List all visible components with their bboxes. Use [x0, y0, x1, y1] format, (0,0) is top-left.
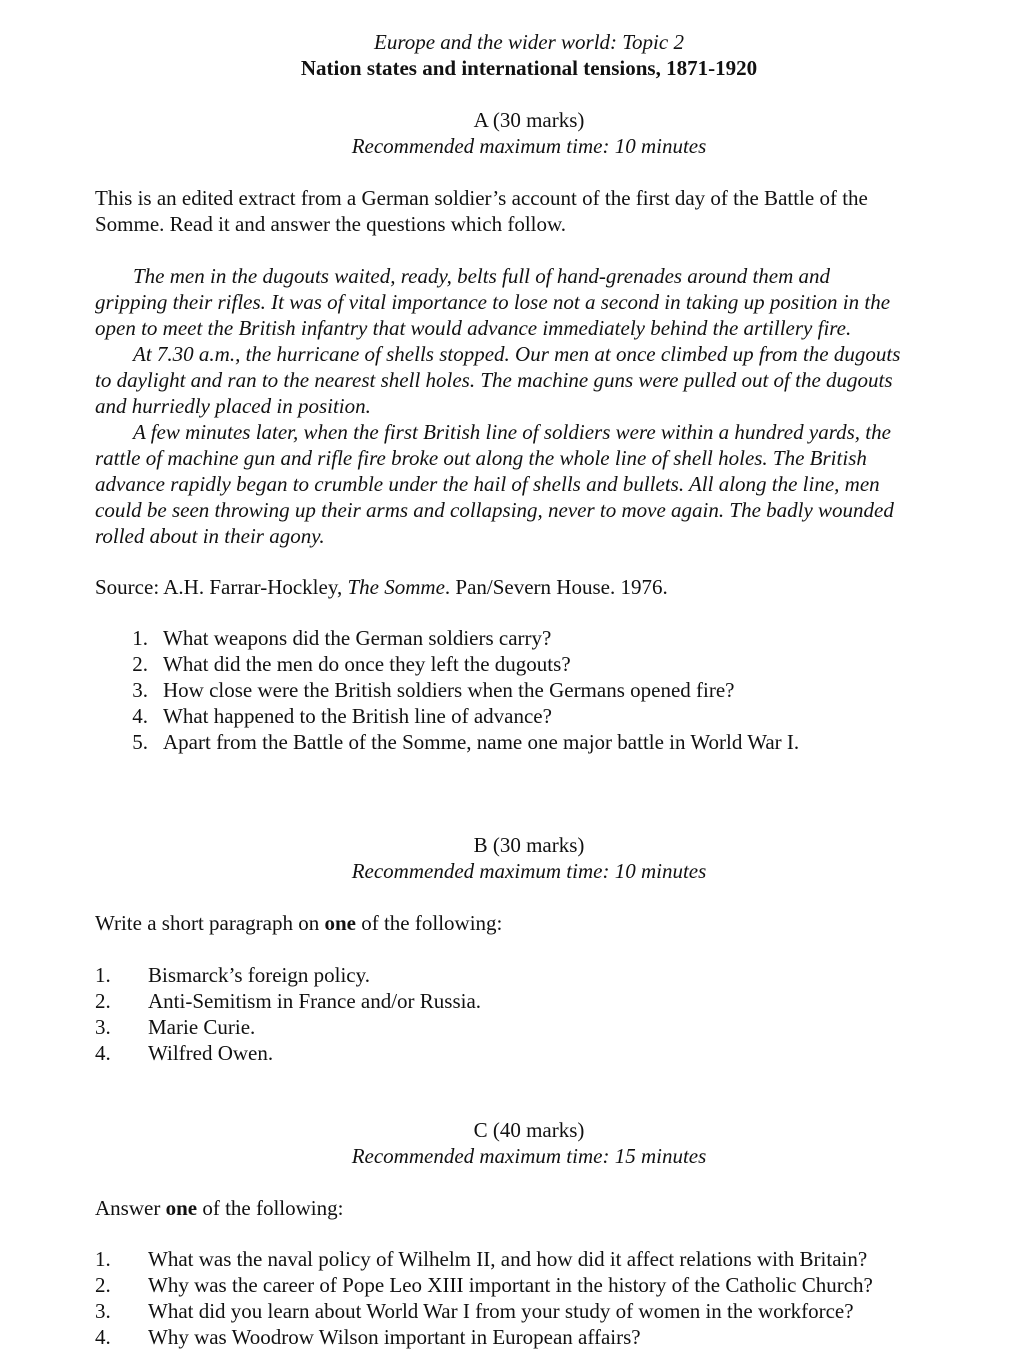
extract-line: rattle of machine gun and rifle fire broke out along the whole line of shell holes. The British [95, 446, 867, 470]
question-item [128, 703, 552, 729]
extract-paragraph [95, 419, 965, 549]
option-text: Anti-Semitism in France and/or Russia. [148, 989, 482, 1013]
option-text: What was the naval policy of Wilhelm II, and how did it affect relations with Britain? [148, 1247, 868, 1271]
option-number: 3. [95, 1299, 111, 1323]
extract-line: gripping their rifles. It was of vital importance to lose not a second in taking up position in the [95, 290, 891, 314]
question-text: Apart from the Battle of the Somme, name one major battle in World War I. [163, 730, 800, 754]
extract-paragraph [95, 263, 965, 341]
question-item [128, 651, 571, 677]
extract-line: The men in the dugouts waited, ready, belts full of hand-grenades around them and [133, 264, 831, 288]
option-number: 2. [95, 1273, 111, 1297]
section-a-questions [128, 625, 928, 755]
page-title: Nation states and international tensions, 1871-1920 [300, 56, 758, 80]
section-a-intro [95, 185, 965, 237]
source-citation [95, 574, 965, 600]
question-item [128, 729, 800, 755]
source-extract [95, 263, 965, 549]
question-item [128, 625, 552, 651]
instruction-text: of the following: [361, 911, 503, 935]
question-number: 2. [132, 652, 148, 676]
instruction-emphasis: one [324, 911, 356, 935]
question-text: What happened to the British line of advance? [163, 704, 552, 728]
extract-paragraph [95, 341, 965, 419]
extract-line: advance rapidly began to crumble under the hail of shells and bullets. All along the line, men [95, 472, 880, 496]
question-number: 3. [132, 678, 148, 702]
section-b-time: Recommended maximum time: 10 minutes [351, 859, 707, 883]
topic-heading: Europe and the wider world: Topic 2 [374, 30, 684, 54]
extract-line: to daylight and ran to the nearest shell holes. The machine guns were pulled out of the dugouts [95, 368, 893, 392]
section-c-time: Recommended maximum time: 15 minutes [351, 1144, 707, 1168]
question-number: 5. [132, 730, 148, 754]
section-b-instruction [95, 910, 965, 936]
option-number: 1. [95, 1247, 111, 1271]
question-text: How close were the British soldiers when the Germans opened fire? [163, 678, 735, 702]
option-number: 4. [95, 1325, 111, 1349]
extract-line: open to meet the British infantry that would advance immediately behind the artillery fire. [95, 316, 852, 340]
option-text: Bismarck’s foreign policy. [148, 963, 371, 987]
section-c-options [95, 1246, 975, 1350]
question-number: 1. [132, 626, 148, 650]
instruction-text: Answer [95, 1196, 161, 1220]
question-item [128, 677, 735, 703]
option-number: 2. [95, 989, 111, 1013]
source-prefix: Source: A.H. Farrar-Hockley, [95, 575, 343, 599]
section-b-options [95, 962, 895, 1066]
instruction-emphasis: one [165, 1196, 198, 1220]
intro-line: This is an edited extract from a German soldier’s account of the first day of the Battle of the [95, 186, 868, 210]
option-number: 1. [95, 963, 111, 987]
section-a-heading: A (30 marks) [473, 108, 585, 132]
extract-line: At 7.30 a.m., the hurricane of shells stopped. Our men at once climbed up from the dugouts [133, 342, 901, 366]
instruction-text: of the following: [202, 1196, 344, 1220]
source-suffix: . Pan/Severn House. 1976. [444, 575, 668, 599]
extract-line: could be seen throwing up their arms and collapsing, never to move again. The badly wounded [95, 498, 894, 522]
option-text: Why was Woodrow Wilson important in European affairs? [148, 1325, 641, 1349]
section-c-heading: C (40 marks) [473, 1118, 585, 1142]
source-title: The Somme [347, 575, 445, 599]
section-b-heading: B (30 marks) [473, 833, 585, 857]
option-text: Marie Curie. [148, 1015, 256, 1039]
question-text: What did the men do once they left the dugouts? [163, 652, 571, 676]
extract-line: rolled about in their agony. [95, 524, 325, 548]
option-text: Why was the career of Pope Leo XIII important in the history of the Catholic Church? [148, 1273, 873, 1297]
option-number: 3. [95, 1015, 111, 1039]
extract-line: and hurriedly placed in position. [95, 394, 371, 418]
option-text: Wilfred Owen. [148, 1041, 274, 1065]
question-number: 4. [132, 704, 148, 728]
intro-line: Somme. Read it and answer the questions which follow. [95, 212, 567, 236]
section-a-time: Recommended maximum time: 10 minutes [351, 134, 707, 158]
option-number: 4. [95, 1041, 111, 1065]
extract-line: A few minutes later, when the first British line of soldiers were within a hundred yards, the [133, 420, 891, 444]
section-c-instruction [95, 1195, 965, 1221]
question-text: What weapons did the German soldiers carry? [163, 626, 552, 650]
instruction-text: Write a short paragraph on [95, 911, 320, 935]
option-text: What did you learn about World War I from your study of women in the workforce? [148, 1299, 854, 1323]
